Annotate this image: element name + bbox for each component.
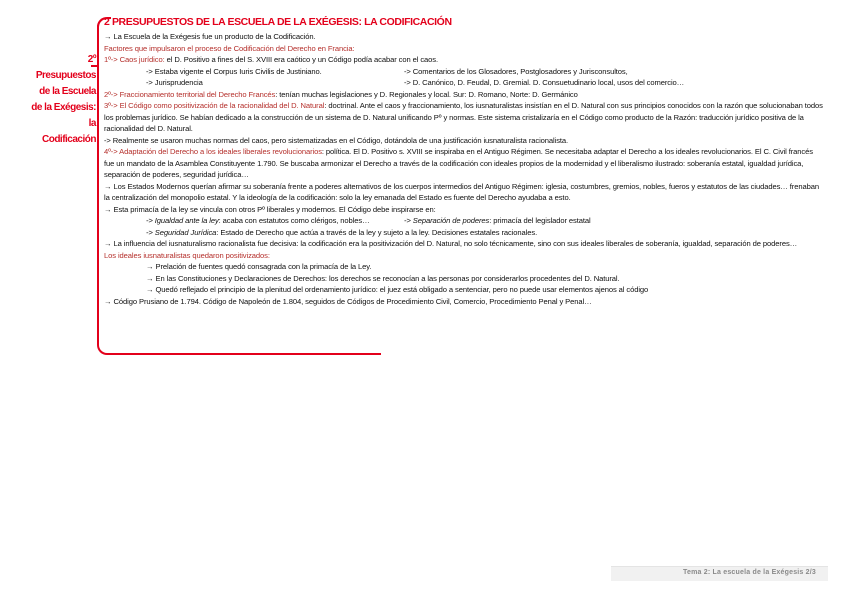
factor-label: 3º-> El Código como positivización de la racionalidad del D. Natural bbox=[104, 101, 325, 110]
principle-text: : primacía del legislador estatal bbox=[489, 216, 591, 225]
text-line bbox=[104, 66, 824, 78]
side-label-line: la bbox=[88, 118, 96, 129]
paragraph: → La influencia del iusnaturalismo racionalista fue decisiva: la codificación era la positivización del D. Natural, no solo técnicamente, sino con sus ideales liberales de soberanía, igualdad, separación de poderes… bbox=[104, 239, 798, 248]
text-line bbox=[104, 215, 824, 227]
side-label-line: Presupuestos bbox=[35, 70, 96, 81]
text-line: → En las Constituciones y Declaraciones de Derechos: los derechos se reconocían a las personas por considerarlos procedentes del D. Natural. bbox=[146, 273, 620, 283]
side-label-line: Codificación bbox=[41, 134, 96, 145]
paragraph bbox=[104, 100, 824, 135]
bracket-tick bbox=[91, 65, 97, 67]
factor-text: : tenían muchas legislaciones y D. Regionales y local. Sur: D. Romano, Norte: D. Germánico bbox=[275, 89, 578, 99]
side-label-line: 2º bbox=[87, 54, 96, 65]
factor-label: 1º-> Caos jurídico: bbox=[104, 55, 165, 64]
text-line bbox=[104, 77, 824, 89]
sub-item: -> Jurisprudencia bbox=[146, 78, 203, 87]
factor-text: el D. Positivo a fines del S. XVIII era caótico y un Código podía acabar con el caos. bbox=[164, 55, 438, 64]
principle-label: -> Igualdad ante la ley bbox=[146, 216, 219, 225]
principle-text: : Estado de Derecho que actúa a través de la ley y sujeto a la ley. Decisiones estatales racionales. bbox=[216, 227, 538, 237]
paragraph: → Los Estados Modernos querían afirmar su soberanía frente a poderes alternativos de los cuerpos intermedios del Antiguo Régimen: iglesia, costumbres, gremios, nobles, fueros y estatutos de las ciudades… frenaban la centralización del monopolio estatal. Y la ideología de la codificación: solo la ley emanada del Estado es fuente del Derecho ayudaba a esto. bbox=[104, 181, 819, 202]
section-title: 2 PRESUPUESTOS DE LA ESCUELA DE LA EXÉGESIS: LA CODIFICACIÓN bbox=[104, 16, 452, 28]
factors-heading: Factores que impulsaron el proceso de Codificación del Derecho en Francia: bbox=[104, 43, 355, 53]
sub-item: -> Estaba vigente el Corpus Iuris Civilis de Justiniano. bbox=[146, 66, 322, 76]
text-line bbox=[104, 227, 824, 239]
text-line: → Prelación de fuentes quedó consagrada con la primacía de la Ley. bbox=[146, 262, 372, 271]
factor-text: : política. El D. Positivo s. XVIII se inspiraba en el Antiguo Régimen. Se necesitaba adaptar el Derecho a los ideales revolucionarios. El C. Civil francés fue un mandato de la Asamblea Constituyente 1.790. Se buscaba armonizar el Derecho a través de la codificación con ideales propios de la modernidad y el liberalismo ilustrado: soberanía estatal, igualdad jurídica, separación de poderes, seguridad jurídica… bbox=[104, 147, 813, 179]
sub-item: -> D. Canónico, D. Feudal, D. Gremial. D. Consuetudinario local, usos del comercio… bbox=[404, 78, 685, 87]
text-line: -> Realmente se usaron muchas normas del caos, pero sistematizadas en el Código, dotándola de una justificación iusnaturalista racionalista. bbox=[104, 135, 569, 145]
principle-label: -> Seguridad Jurídica bbox=[146, 227, 217, 237]
footer-text: Tema 2: La escuela de la Exégesis 2/3 bbox=[683, 569, 816, 576]
text-line: → Código Prusiano de 1.794. Código de Napoleón de 1.804, seguidos de Códigos de Procedimiento Civil, Comercio, Procedimiento Penal y Penal… bbox=[104, 296, 592, 306]
principle-label: -> Separación de poderes bbox=[404, 216, 490, 225]
text-line: → Quedó reflejado el principio de la plenitud del ordenamiento jurídico: el juez está obligado a sentenciar, pero no puede usar elementos ajenos al código bbox=[146, 285, 649, 294]
factor-label: 2º-> Fraccionamiento territorial del Derecho Francés bbox=[104, 89, 276, 99]
side-label-line: de la Exégesis: bbox=[31, 102, 96, 113]
factor-text: : doctrinal. Ante el caos y fraccionamiento, los iusnaturalistas insistían en el D. Natural con sus principios conocidos con la razón que solucionaban todos los problemas jurídico. Se habían dedicado a la construcción de un sistema de D. Natural unificando Pº y normas. Este sistema cristalizaría en el Código como producto de la Razón: traducción jurídico positiva de la racionalidad del D. Natural. bbox=[104, 101, 823, 133]
section-side-label bbox=[4, 52, 96, 148]
side-label-line: de la Escuela bbox=[39, 86, 96, 97]
page-footer bbox=[611, 566, 828, 581]
sub-item: -> Comentarios de los Glosadores, Postglosadores y Jurisconsultos, bbox=[404, 66, 628, 76]
principle-text: : acaba con estatutos como clérigos, nobles… bbox=[218, 216, 370, 225]
factor-label: 4º-> Adaptación del Derecho a los ideales liberales revolucionarios bbox=[104, 147, 322, 156]
section-content bbox=[104, 15, 824, 307]
text-line bbox=[104, 89, 824, 101]
positivized-heading: Los ideales iusnaturalistas quedaron positivizados: bbox=[104, 250, 270, 260]
paragraph bbox=[104, 146, 824, 181]
text-line: → La Escuela de la Exégesis fue un producto de la Codificación. bbox=[104, 32, 316, 41]
text-line: → Esta primacía de la ley se vincula con otros Pº liberales y modernos. El Código debe inspirarse en: bbox=[104, 204, 436, 214]
principle-item bbox=[404, 215, 591, 227]
text-line bbox=[104, 54, 824, 66]
